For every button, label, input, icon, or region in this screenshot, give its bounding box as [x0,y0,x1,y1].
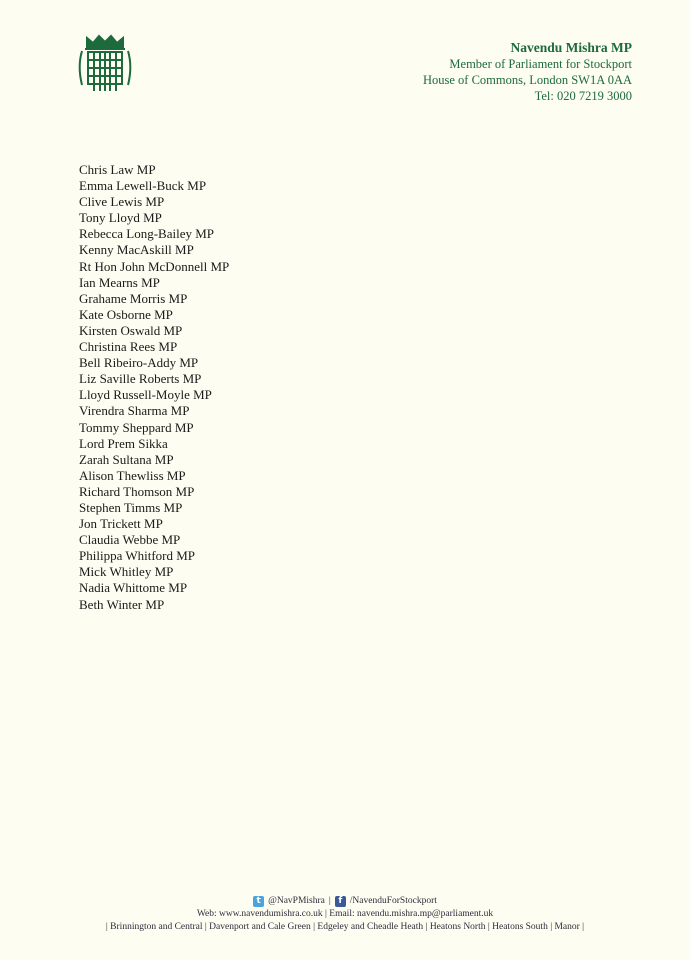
list-item: Kenny MacAskill MP [79,242,194,258]
web-email-line: Web: www.navendumishra.co.uk | Email: navendu.mishra.mp@parliament.uk [196,909,494,919]
social-links [0,895,690,908]
list-item: Liz Saville Roberts MP [79,371,202,387]
twitter-handle[interactable]: @NavPMishra [268,896,325,906]
facebook-page[interactable]: /NavenduForStockport [349,896,437,906]
twitter-icon: t [253,896,264,907]
list-item: Bell Ribeiro-Addy MP [79,355,199,371]
list-item: Tommy Sheppard MP [79,419,194,435]
list-item: Rt Hon John McDonnell MP [79,258,230,274]
mp-role: Member of Parliament for Stockport [449,57,632,71]
list-item: Nadia Whittome MP [79,580,188,596]
list-item: Lloyd Russell-Moyle MP [79,387,212,403]
list-item: Alison Thewliss MP [79,467,186,483]
list-item: Virendra Sharma MP [79,403,190,419]
list-item: Chris Law MP [79,162,156,177]
list-item: Lord Prem Sikka [79,435,168,451]
facebook-icon: f [335,896,346,907]
list-item: Beth Winter MP [79,596,165,612]
mp-name: Navendu Mishra MP [510,40,632,55]
list-item: Clive Lewis MP [79,194,165,210]
list-item: Philippa Whitford MP [79,548,196,564]
list-item: Richard Thomson MP [79,483,195,499]
office-address: House of Commons, London SW1A 0AA [422,73,632,87]
separator: | [328,896,331,906]
office-phone: Tel: 020 7219 3000 [534,89,632,103]
list-item: Zarah Sultana MP [79,451,174,467]
list-item: Stephen Timms MP [79,499,183,515]
signatory-list [79,162,229,613]
list-item: Tony Lloyd MP [79,210,162,226]
portcullis-logo [78,33,132,95]
list-item: Grahame Morris MP [79,290,188,306]
list-item: Claudia Webbe MP [79,532,181,548]
list-item: Ian Mearns MP [79,274,160,290]
list-item: Jon Trickett MP [79,516,163,532]
list-item: Mick Whitley MP [79,564,174,580]
list-item: Christina Rees MP [79,339,178,355]
letterhead [423,39,632,104]
list-item: Emma Lewell-Buck MP [79,178,207,194]
list-item: Kirsten Oswald MP [79,322,183,338]
footer [0,895,690,934]
list-item: Kate Osborne MP [79,306,173,322]
list-item: Rebecca Long-Bailey MP [79,226,215,242]
wards-line: | Brinnington and Central | Davenport and Cale Green | Edgeley and Cheadle Heath | Heatons North | Heatons South | Manor | [105,922,585,932]
